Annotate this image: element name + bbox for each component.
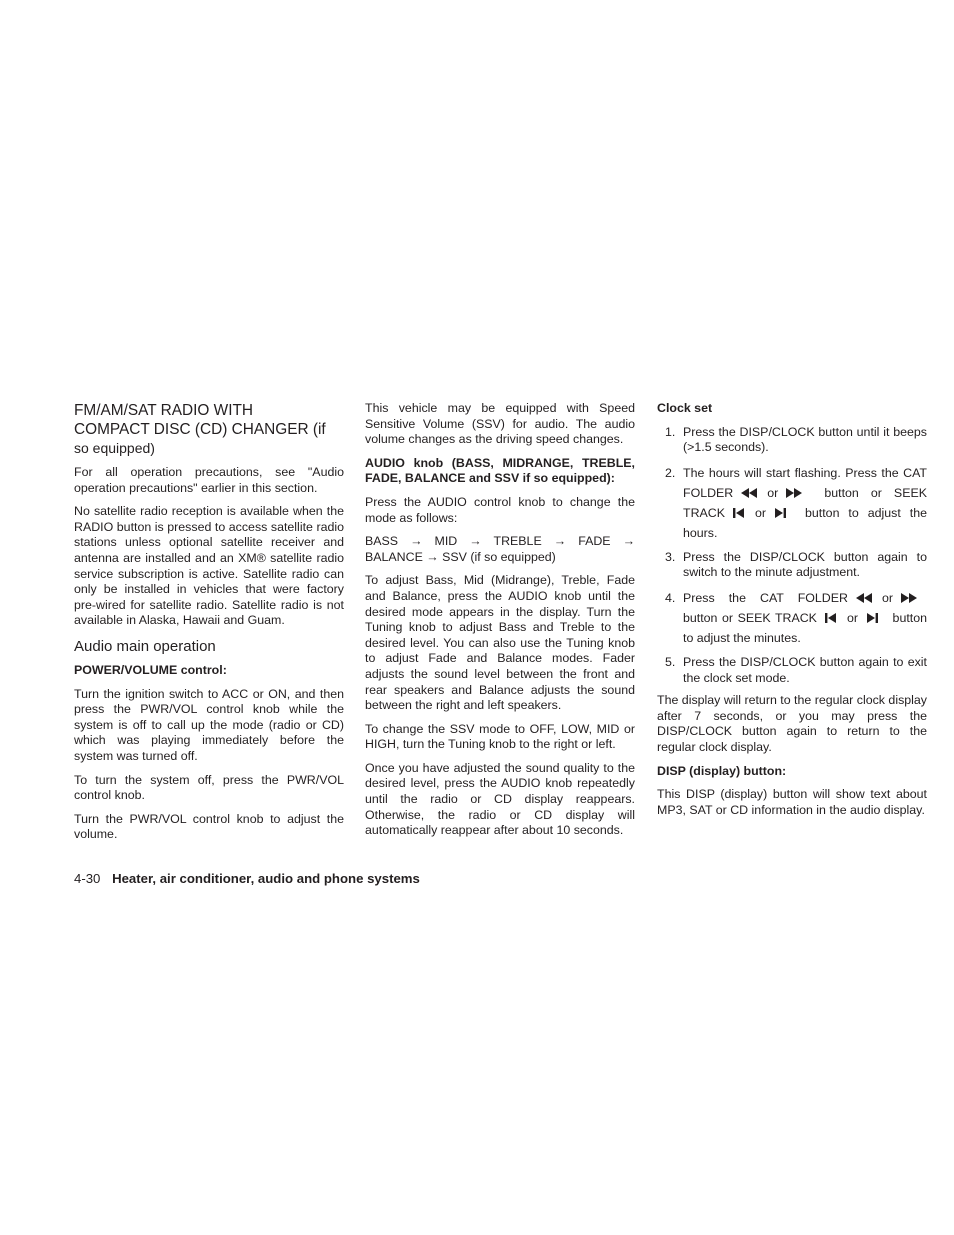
right-column xyxy=(657,401,927,826)
step-number: 1. xyxy=(665,424,676,439)
disp-button-heading: DISP (display) button: xyxy=(657,763,787,778)
fast-forward-icon xyxy=(901,593,917,603)
page-number: 4-30 xyxy=(74,871,101,886)
satellite-paragraph: No satellite radio reception is available when the RADIO button is pressed to access satellite radio stations unless optional satellite receiver and antenna are installed and an XM® satellite radio service subscription is active. Satellite radio can only be installed in vehicles that were factory pre-wired for satellite radio. Satellite radio is not available in Alaska, Hawaii and Guam. xyxy=(74,504,344,628)
rewind-icon xyxy=(741,488,757,498)
section-title xyxy=(74,401,344,458)
step-text: Press the CAT FOLDER xyxy=(683,590,848,605)
audio-main-operation-heading: Audio main operation xyxy=(74,637,216,655)
skip-back-icon xyxy=(733,508,745,518)
list-item xyxy=(657,463,927,543)
clock-return-paragraph: The display will return to the regular clock display after 7 seconds, or you may press the DISP/CLOCK button again to return to the regular clock display. xyxy=(657,693,927,754)
precautions-paragraph: For all operation precautions, see "Audio operation precautions" earlier in this section. xyxy=(74,465,344,495)
list-item xyxy=(657,425,927,456)
or-text: or xyxy=(881,590,893,605)
step-text: Press the DISP/CLOCK button again to exit the clock set mode. xyxy=(683,654,927,685)
power-volume-heading: POWER/VOLUME control: xyxy=(74,662,227,677)
skip-forward-icon xyxy=(866,613,878,623)
ssv-paragraph: This vehicle may be equipped with Speed Sensitive Volume (SSV) for audio. The audio volume changes as the driving speed changes. xyxy=(365,401,635,447)
left-column xyxy=(74,401,344,851)
list-item xyxy=(657,550,927,581)
section-title-line-3: so equipped) xyxy=(74,440,155,456)
step-number: 5. xyxy=(665,654,676,669)
or-text: or xyxy=(846,610,858,625)
power-off-paragraph: To turn the system off, press the PWR/VOL control knob. xyxy=(74,772,344,803)
audio-knob-heading: AUDIO knob (BASS, MIDRANGE, TREBLE, FADE, BALANCE and SSV if so equipped): xyxy=(365,455,635,486)
power-on-paragraph: Turn the ignition switch to ACC or ON, and then press the PWR/VOL control knob while the system is off to call up the mode (radio or CD) which was playing immediately before the system was turned off. xyxy=(74,686,344,763)
step-text: button to adjust the hours. xyxy=(683,505,927,540)
adjust-paragraph: To adjust Bass, Mid (Midrange), Treble, Fade and Balance, press the AUDIO knob until the desired mode appears in the display. Turn the Tuning knob to adjust Bass and Treble to the desired level. You can also use the Tuning knob to adjust Fade and Balance modes. Fader adjusts the sound level between the front and rear speakers and Balance adjusts the sound between the right and left speakers. xyxy=(365,573,635,713)
list-item xyxy=(657,655,927,686)
skip-back-icon xyxy=(825,613,837,623)
mode-sequence: BASS → MID → TREBLE → FADE → BALANCE → SSV (if so equipped) xyxy=(365,534,635,564)
clock-set-heading: Clock set xyxy=(657,401,713,415)
list-item xyxy=(657,588,927,648)
step-text: The hours will start flashing. Press the CAT FOLDER xyxy=(683,465,927,500)
volume-paragraph: Turn the PWR/VOL control knob to adjust the volume. xyxy=(74,811,344,842)
step-text: Press the DISP/CLOCK button again to switch to the minute adjustment. xyxy=(683,549,927,580)
step-text: button or SEEK TRACK xyxy=(683,485,927,520)
clock-steps-list xyxy=(657,425,927,687)
step-text: button or SEEK TRACK xyxy=(683,610,817,625)
fast-forward-icon xyxy=(786,488,802,498)
step-number: 4. xyxy=(665,590,676,605)
page-footer xyxy=(74,871,420,887)
or-text: or xyxy=(755,505,767,520)
or-text: or xyxy=(767,485,779,500)
step-number: 2. xyxy=(665,465,676,480)
skip-forward-icon xyxy=(774,508,786,518)
step-text: Press the DISP/CLOCK button until it beeps (>1.5 seconds). xyxy=(683,424,927,455)
step-number: 3. xyxy=(665,549,676,564)
middle-column xyxy=(365,401,635,847)
ssv-mode-paragraph: To change the SSV mode to OFF, LOW, MID or HIGH, turn the Tuning knob to the right or left. xyxy=(365,721,635,752)
chapter-title: Heater, air conditioner, audio and phone systems xyxy=(112,871,420,886)
section-title-line-2: COMPACT DISC (CD) CHANGER (if xyxy=(74,421,326,438)
step-text: button to adjust the minutes. xyxy=(683,610,927,645)
disp-button-paragraph: This DISP (display) button will show text about MP3, SAT or CD information in the audio display. xyxy=(657,787,927,817)
section-title-line-1: FM/AM/SAT RADIO WITH xyxy=(74,402,253,419)
rewind-icon xyxy=(856,593,872,603)
audio-knob-paragraph: Press the AUDIO control knob to change the mode as follows: xyxy=(365,494,635,525)
display-return-paragraph: Once you have adjusted the sound quality to the desired level, press the AUDIO knob repeatedly until the radio or CD display reappears. Otherwise, the radio or CD display will automatically reappear after about 10 seconds. xyxy=(365,760,635,838)
